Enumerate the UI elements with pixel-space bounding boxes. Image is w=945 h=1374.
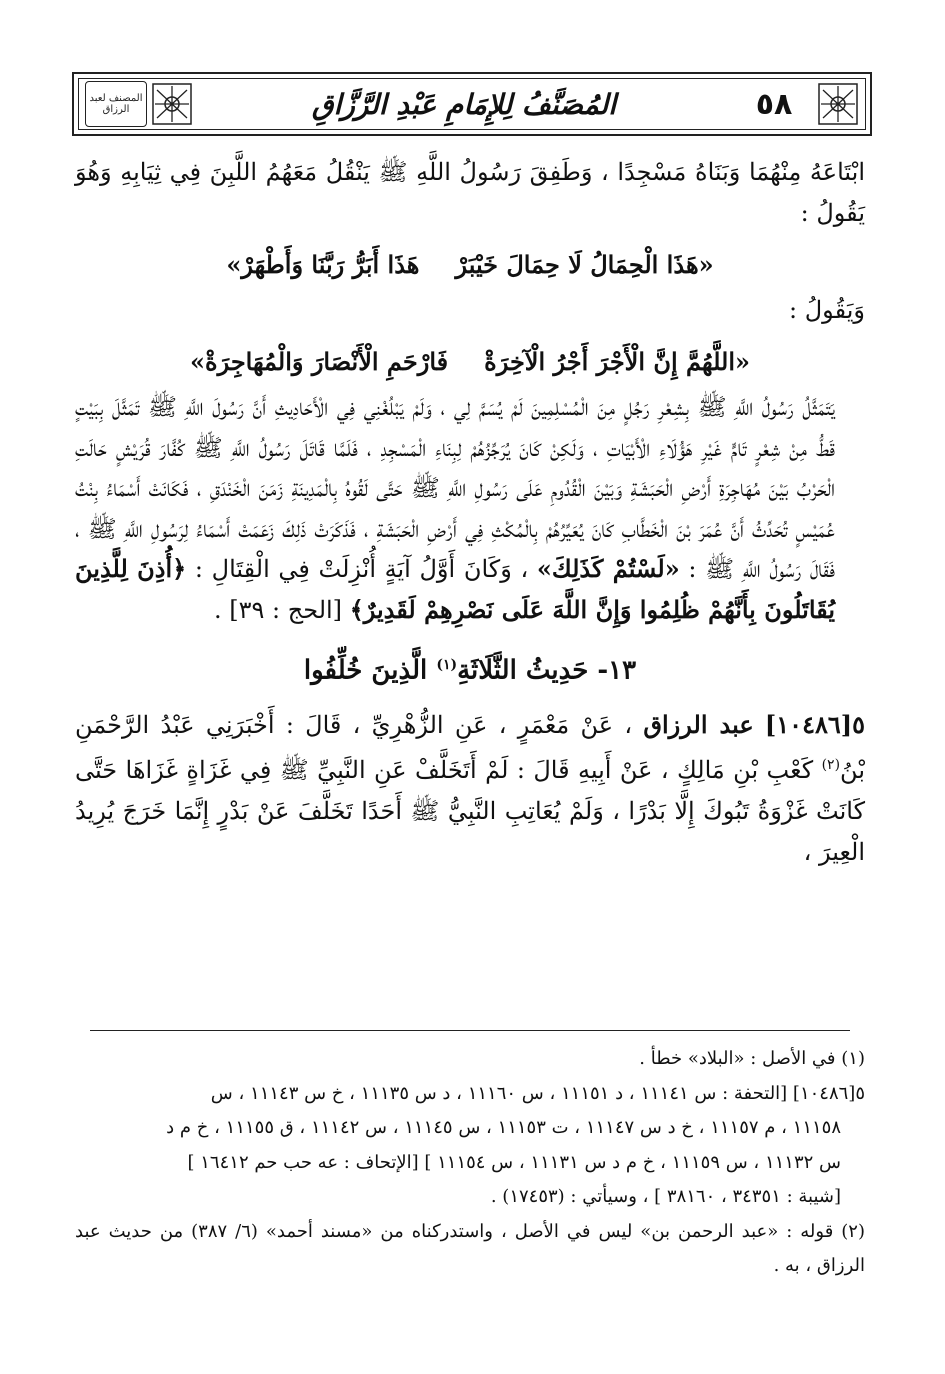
verse-hemistich: فَارْحَمِ الْأَنْصَارَ وَالْمُهَاجِرَةْ» [190,347,449,377]
running-title: المُصَنَّفُ لِلإِمَامِ عَبْدِ الرَّزَّاقِ [311,87,617,121]
footnotes [75,1042,865,1284]
paragraph: وَيَقُولُ : [789,295,865,324]
footnote: (١) في الأصل : «البلاد» خطأ . [639,1048,865,1069]
footnote-takhrij: ١١١٥٨ ، م ١١١٥٧ ، خ د س ١١١٤٧ ، ت ١١١٥٣ ، س ١١١٤٥ ، س ١١١٤٢ ، ق ١١١٥٥ ، خ م د [166,1117,841,1138]
main-text [75,152,865,872]
quran-verse: ﴿أُذِنَ لِلَّذِينَ يُقَاتَلُونَ بِأَنَّهُمْ ظُلِمُوا وَإِنَّ اللَّهَ عَلَى نَصْرِهِمْ لَقَدِيرٌ﴾ [75,554,835,624]
footnote-marker: (١) [436,656,458,673]
verse-reference: [الحج : ٣٩] . [213,595,343,624]
verse-line [75,245,865,286]
header-right-group [735,80,859,128]
header-left-group [85,80,193,128]
page-number: ٥٨ [755,86,793,122]
ornament-knot-icon [817,82,859,126]
footnote-takhrij: س ١١١٣٢ ، س ١١١٥٩ ، خ م د س ١١١٣١ ، س ١١١٥٤ ] [الإتحاف : عه حب حم ١٦٤١٢ ] [187,1151,841,1173]
hadith-quote: «لَسْتُمْ كَذَلِكَ» [536,554,680,584]
heading-text: ١٣- حَدِيثُ الثَّلَاثَةِ [457,655,637,686]
verse-hemistich: «اللَّهُمَّ إِنَّ الْأَجْرَ أَجْرُ الْآخِرَةْ [484,347,750,377]
paragraph-text: يَتَمَثَّلُ رَسُولُ اللَّهِ ﷺ بِشِعْرِ رَجُلٍ مِنَ الْمُسْلِمِينَ لَمْ يُسَمَّ لِي ، وَلَمْ يَبْلُغْنِي فِي الْأَحَادِيثِ أَنَّ رَسُولَ اللَّهِ ﷺ تَمَثَّلَ بِبَيْتٍ قَطُّ مِنْ شِعْرٍ تَامٍّ غَيْرِ هَؤُلَاءِ الْأَبْيَاتِ ، وَلَكِنْ كَانَ يُرَجِّزُهُمْ لِبِنَاءِ الْمَسْجِدِ ، فَلَمَّا قَاتَلَ رَسُولُ اللَّهِ ﷺ كُفَّارَ قُرَيْشٍ حَالَتِ الْحَرْبُ بَيْنَ مُهَاجِرَةِ أَرْضِ الْحَبَشَةِ وَبَيْنَ الْقُدُومِ عَلَى رَسُولِ اللَّهِ ﷺ حَتَّى لَقُوهُ بِالْمَدِينَةِ زَمَنَ الْخَنْدَقِ ، فَكَانَتْ أَسْمَاءُ بِنْتُ عُمَيْسٍ تُحَدِّثُ أَنَّ عُمَرَ بْنَ الْخَطَّابِ كَانَ يُعَيِّرُهُمْ بِالْمُكْثِ فِي أَرْضِ الْحَبَشَةِ ، فَذَكَرَتْ ذَلِكَ زَعَمَتْ أَسْمَاءُ لِرَسُولِ اللَّهِ ﷺ ، فَقَالَ رَسُولُ اللَّهِ ﷺ : [75,392,835,584]
footnote-marker: (٢) [821,757,841,774]
footnote-takhrij: ٥[١٠٤٨٦] [التحفة : س ١١١٤١ ، د ١١١٥١ ، س ١١١٦٠ ، د س ١١١٣٥ ، خ س ١١١٤٣ ، س [210,1082,865,1104]
footnote-divider [90,1030,850,1031]
verse-hemistich: هَذَا أَبَرُّ رَبَّنَا وَأَطْهَرْ» [226,250,420,280]
verse-hemistich: «هَذَا الْحِمَالُ لَا حِمَالَ خَيْبَرْ [455,250,714,280]
paragraph [75,387,865,631]
heading-text: الَّذِينَ خُلِّفُوا [303,655,428,686]
page-header [72,72,872,136]
paragraph: ابْتَاعَهُ مِنْهُمَا وَبَنَاهُ مَسْجِدًا ، وَطَفِقَ رَسُولُ اللَّهِ ﷺ يَنْقُلُ مَعَهُمُ اللَّبِنَ فِي ثِيَابِهِ وَهُوَ يَقُولُ : [75,158,865,227]
narrator-name: عبد الرزاق [643,709,754,739]
footnote-takhrij: [شيبة : ٣٤٣٥١ ، ٣٨١٦٠ ] ، وسيأتي : (١٧٤٥٣) . [490,1186,841,1207]
paragraph-text: ، عَنْ مَعْمَرٍ ، عَنِ الزُّهْرِيِّ ، قَالَ : أَخْبَرَنِي عَبْدُ الرَّحْمَنِ بْنُ [75,710,865,785]
paragraph-text: ، وَكَانَ أَوَّلُ آيَةٍ أُنْزِلَتْ فِي الْقِتَالِ : [194,555,529,584]
header-frame [78,78,866,130]
hadith-number: ٥[١٠٤٨٦] [764,709,865,739]
paragraph [75,705,865,872]
ornament-knot-icon [151,82,193,126]
section-heading [75,645,865,691]
footnote: (٢) قوله : «عبد الرحمن بن» ليس في الأصل ، واستدركناه من «مسند أحمد» (٦/ ٣٨٧) من حديث عبد الرزاق ، به . [75,1220,865,1276]
paragraph-text: كَعْبِ بْنِ مَالِكٍ ، عَنْ أَبِيهِ قَالَ : لَمْ أَتَخَلَّفْ عَنِ النَّبِيِّ ﷺ فِي غَزَاةٍ غَزَاهَا حَتَّى كَانَتْ غَزْوَةُ تَبُوكَ إِلَّا بَدْرًا ، وَلَمْ يُعَاتِبِ النَّبِيُّ ﷺ أَحَدًا تَخَلَّفَ عَنْ بَدْرٍ إِنَّمَا خَرَجَ يُرِيدُ الْعِيرَ ، [75,756,865,866]
book-badge: المصنف لعبد الرزاق [85,81,147,127]
verse-line [75,342,865,383]
